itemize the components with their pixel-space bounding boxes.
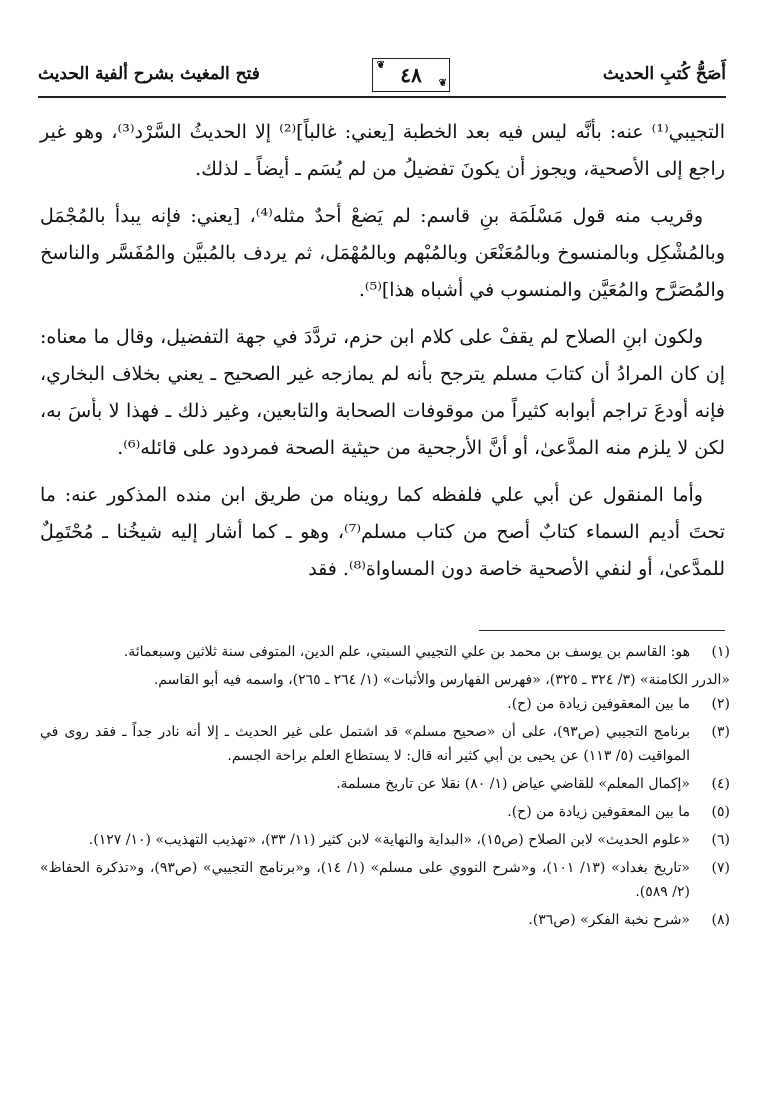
footnote-text: «شرح نخبة الفكر» (ص٣٦).: [528, 912, 690, 928]
ornament-icon: ❦: [376, 60, 385, 71]
footnote-number: (٥): [711, 804, 730, 820]
footnote: [40, 772, 730, 796]
footnote: [40, 908, 730, 932]
footnote-text: «علوم الحديث» لابن الصلاح (ص١٥)، «البداية والنهاية» لابن كثير (١١/ ٣٣)، «تهذيب التهذيب» (١٠/ ١٢٧).: [88, 832, 690, 848]
page-header: [38, 58, 726, 102]
footnote-number: (٣): [711, 724, 730, 740]
footnote: [40, 800, 730, 824]
book-title: أَصَحُّ كُتبِ الحديث: [602, 64, 726, 84]
header-rule: [38, 96, 726, 98]
footnote: [40, 828, 730, 852]
footnote-text: ما بين المعقوفين زيادة من (ح).: [507, 696, 690, 712]
paragraph: وقريب منه قول مَسْلَمَة بنِ قاسم: لم يَضعْ أحدٌ مثله⁽⁴⁾، [يعني: فإنه يبدأ بالمُجْمَل وبالمُشْكِل وبالمنسوخ وبالمُعَنْعَن وبالمُبْهم وبالمُهْمَل، ثم يردف بالمُبيَّن والمُفَسَّر والناسخ والمُصَرَّح والمُعَيَّن والمنسوب في أشباه هذا]⁽⁵⁾.: [40, 205, 725, 301]
footnote-text: «تاريخ بغداد» (١٣/ ١٠١)، و«شرح النووي على مسلم» (١/ ١٤)، و«برنامج التجيبي» (ص٩٣)، و«تذكرة الحفاظ» (٢/ ٥٨٩).: [40, 860, 690, 900]
page-number: ٤٨: [400, 63, 422, 87]
running-title: فتح المغيث بشرح ألفية الحديث: [38, 64, 260, 84]
footnote-text: ما بين المعقوفين زيادة من (ح).: [507, 804, 690, 820]
footnote-number: (٧): [711, 860, 730, 876]
footnote: [40, 640, 730, 692]
footnotes: [40, 640, 730, 936]
footnote-text: «إكمال المعلم» للقاضي عياض (١/ ٨٠) نقلا عن تاريخ مسلمة.: [336, 776, 690, 792]
footnote-extra: «الدرر الكامنة» (٣/ ٣٢٤ ـ ٣٢٥)، «فهرس الفهارس والأثبات» (١/ ٢٦٤ ـ ٢٦٥)، واسمه فيه أبو القاسم.: [153, 672, 730, 688]
paragraph: وأما المنقول عن أبي علي فلفظه كما رويناه من طريق ابن منده المذكور عنه: ما تحتَ أديم السماء كتابٌ أصح من كتاب مسلم⁽⁷⁾، وهو ـ كما أشار إليه شيخُنا ـ مُحْتَمِلٌ للمدَّعىٰ، أو لنفي الأصحية خاصة دون المساواة⁽⁸⁾. فقد: [40, 484, 725, 580]
footnote-number: (١): [711, 644, 730, 660]
page-number-box: [372, 58, 450, 92]
footnote-number: (٢): [711, 696, 730, 712]
ornament-icon: ❦: [438, 78, 447, 89]
footnote-number: (٨): [711, 912, 730, 928]
footnote: [40, 720, 730, 768]
main-text: [40, 114, 725, 598]
paragraph: ولكون ابنِ الصلاح لم يقفْ على كلام ابن حزم، تردَّدَ في جهة التفضيل، وقال ما معناه: إن كان المرادُ أن كتابَ مسلم يترجح بأنه لم يمازجه غير الصحيح ـ يعني بخلاف البخاري، فإنه أودعَ تراجم أبوابه كثيراً من موقوفات الصحابة والتابعين، وغير ذلك ـ فهذا لا بأسَ به، لكن لا يلزم منه المدَّعىٰ، أو أنَّ الأرجحية من حيثية الصحة فمردود على قائله⁽⁶⁾.: [40, 326, 725, 459]
footnote: [40, 692, 730, 716]
footnote-rule: [479, 630, 725, 631]
footnote: [40, 856, 730, 904]
footnote-text: برنامج التجيبي (ص٩٣)، على أن «صحيح مسلم» قد اشتمل على غير الحديث ـ إلا أنه نادر جداً ـ فقد روى في المواقيت (٥/ ١١٣) عن يحيى بن أبي كثير أنه قال: لا يستطاع العلم براحة الجسم.: [40, 724, 690, 764]
paragraph: التجيبي⁽¹⁾ عنه: بأنَّه ليس فيه بعد الخطبة [يعني: غالباً]⁽²⁾ إلا الحديثُ السَّرْد⁽³⁾، وهو غير راجع إلى الأصحية، ويجوز أن يكونَ تفضيلُ من لم يُسَم ـ أيضاً ـ لذلك.: [40, 121, 725, 180]
footnote-number: (٤): [711, 776, 730, 792]
footnote-number: (٦): [711, 832, 730, 848]
footnote-text: هو: القاسم بن يوسف بن محمد بن علي التجيبي السبتي، علم الدين، المتوفى سنة ثلاثين وسبعمائة.: [123, 644, 690, 660]
